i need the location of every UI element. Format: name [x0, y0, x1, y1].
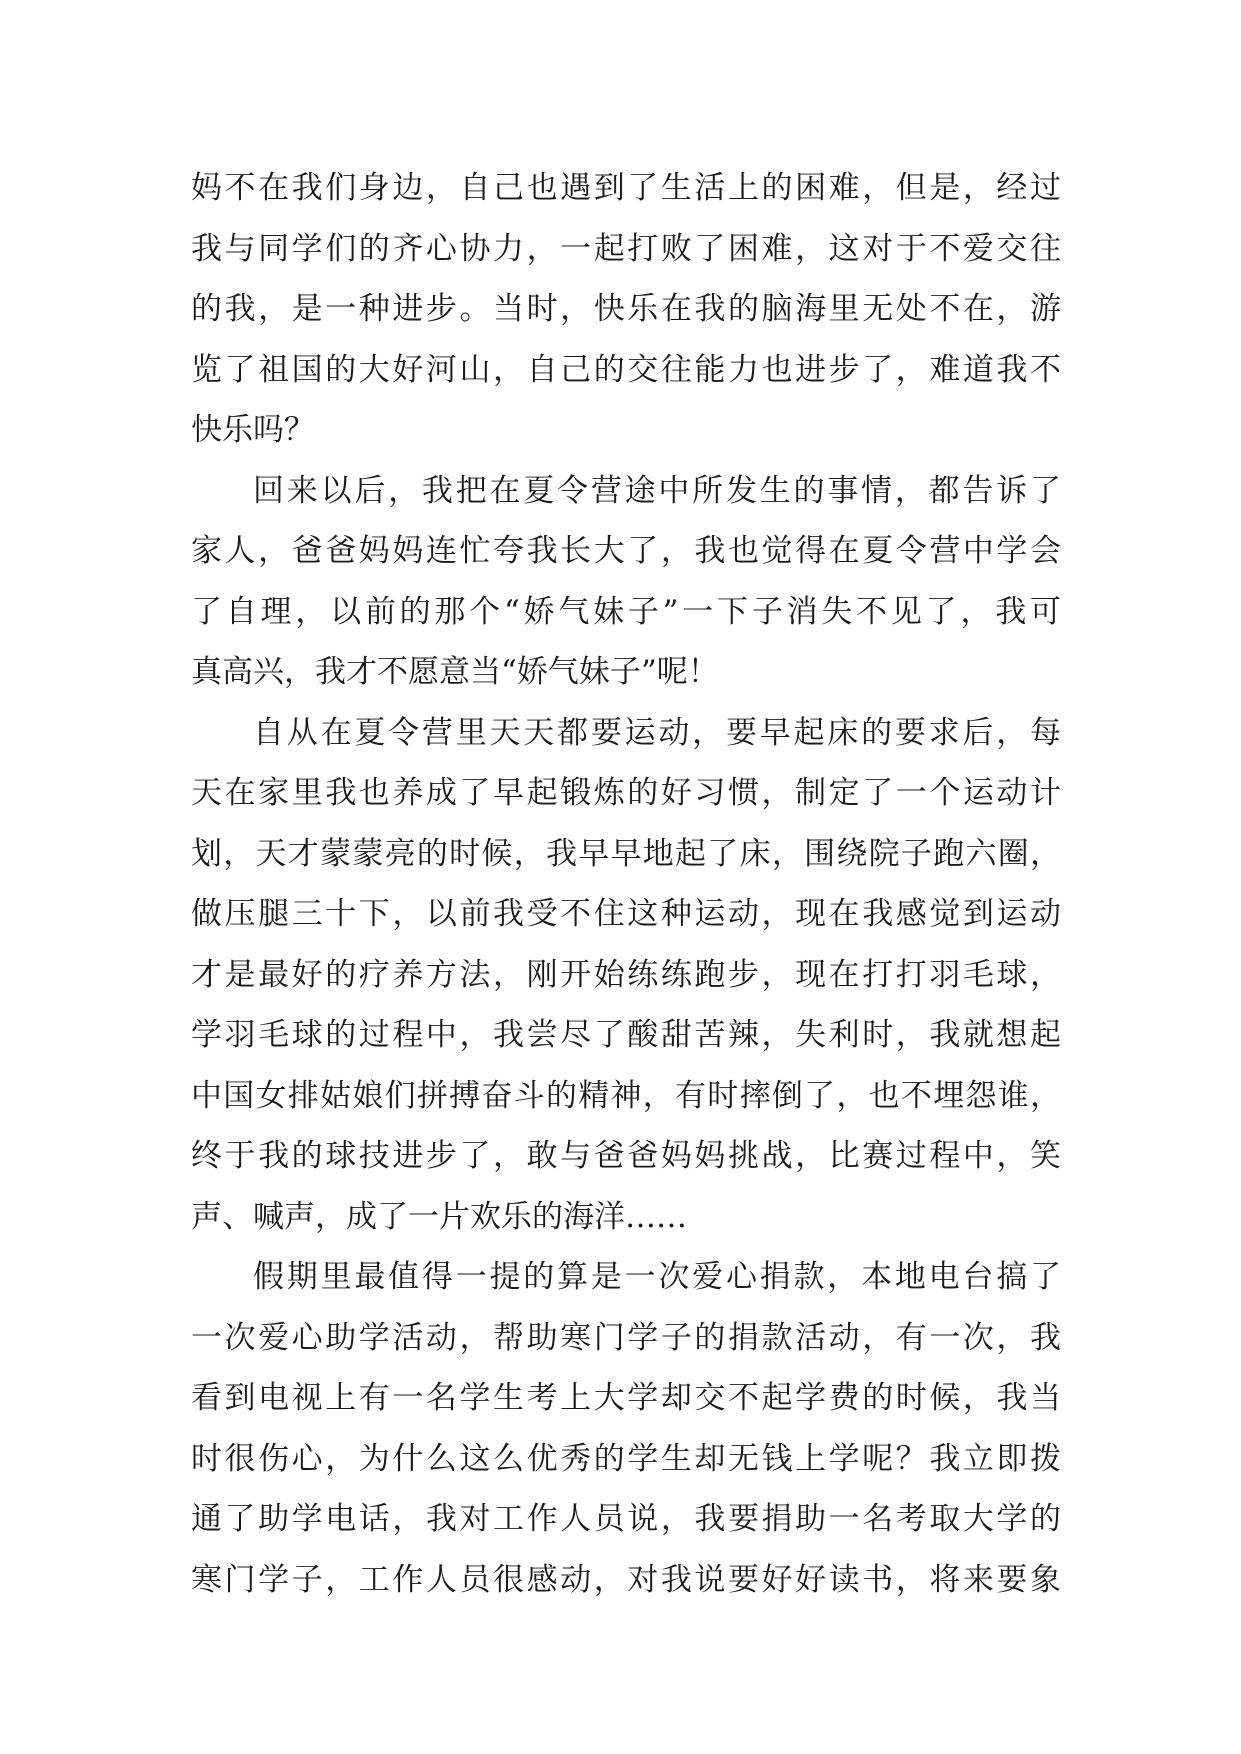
- text-line: 声、喊声，成了一片欢乐的海洋……: [191, 1198, 687, 1235]
- text-line: 览了祖国的大好河山，自己的交往能力也进步了，难道我不: [191, 351, 1061, 388]
- text-line: 真高兴，我才不愿意当“娇气妹子”呢！: [191, 654, 719, 690]
- text-line: 我与同学们的齐心协力，一起打败了困难，这对于不爱交往: [191, 230, 1061, 267]
- text-line: 学羽毛球的过程中，我尝尽了酸甜苦辣，失利时，我就想起: [191, 1017, 1061, 1053]
- text-line: 做压腿三十下，以前我受不住这种运动，现在我感觉到运动: [191, 896, 1061, 932]
- text-line: 自从在夏令营里天天都要运动，要早起床的要求后，每: [253, 714, 1061, 751]
- text-line: 寒门学子，工作人员很感动，对我说要好好读书，将来要象: [191, 1561, 1061, 1598]
- text-line: 的我，是一种进步。当时，快乐在我的脑海里无处不在，游: [191, 291, 1061, 327]
- document-body: [191, 158, 1061, 1610]
- text-line: 家人，爸爸妈妈连忙夸我长大了，我也觉得在夏令营中学会: [191, 533, 1061, 569]
- text-line: 中国女排姑娘们拼搏奋斗的精神，有时摔倒了，也不埋怨谁，: [191, 1077, 1061, 1114]
- text-line: 才是最好的疗养方法，刚开始练练跑步，现在打打羽毛球，: [191, 956, 1061, 993]
- text-line: 假期里最值得一提的算是一次爱心捐款，本地电台搞了: [253, 1259, 1061, 1295]
- text-line: 妈不在我们身边，自己也遇到了生活上的困难，但是，经过: [191, 170, 1061, 206]
- paragraph: [191, 1247, 1061, 1610]
- text-line: 了自理，以前的那个“娇气妹子”一下子消失不见了，我可: [191, 593, 1061, 630]
- text-line: 通了助学电话，我对工作人员说，我要捐助一名考取大学的: [191, 1501, 1061, 1537]
- text-line: 终于我的球技进步了，敢与爸爸妈妈挑战，比赛过程中，笑: [191, 1138, 1061, 1174]
- text-line: 时很伤心，为什么这么优秀的学生却无钱上学呢？我立即拨: [191, 1440, 1061, 1477]
- text-line: 看到电视上有一名学生考上大学却交不起学费的时候，我当: [191, 1380, 1061, 1416]
- paragraph: [191, 461, 1061, 703]
- paragraph: [191, 703, 1061, 1248]
- text-line: 天在家里我也养成了早起锻炼的好习惯，制定了一个运动计: [191, 775, 1061, 811]
- text-line: 回来以后，我把在夏令营途中所发生的事情，都告诉了: [253, 472, 1061, 509]
- paragraph: [191, 158, 1061, 461]
- text-line: 快乐吗？: [191, 412, 315, 448]
- text-line: 一次爱心助学活动，帮助寒门学子的捐款活动，有一次，我: [191, 1319, 1061, 1356]
- text-line: 划，天才蒙蒙亮的时候，我早早地起了床，围绕院子跑六圈，: [191, 835, 1061, 872]
